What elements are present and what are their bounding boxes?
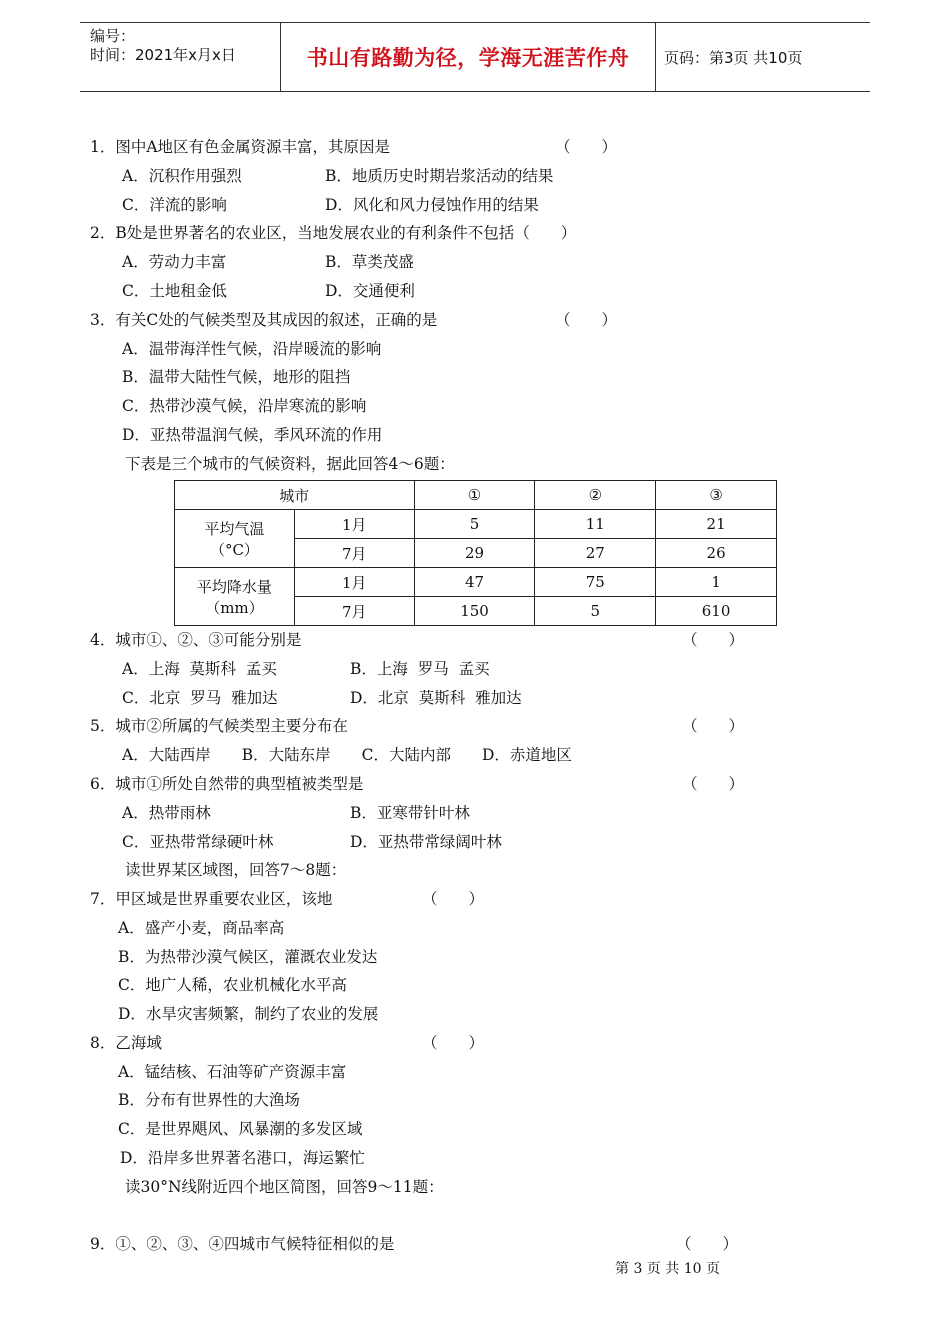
page-header [80, 22, 870, 92]
question-9-stem: 9．①、②、③、④四城市气候特征相似的是 [90, 1235, 395, 1253]
question-3-option-d: D．亚热带温润气候，季风环流的作用 [122, 426, 383, 444]
question-7-option-d: D．水旱灾害频繁，制约了农业的发展 [118, 1005, 379, 1023]
table-row [175, 568, 777, 597]
question-7-option-c: C．地广人稀，农业机械化水平高 [118, 976, 347, 994]
question-8-stem: 8．乙海域 [90, 1034, 162, 1052]
header-divider-left [280, 23, 281, 91]
month-label: 1月 [294, 568, 414, 597]
month-label: 7月 [294, 539, 414, 568]
question-6-option-a: A．热带雨林 [122, 804, 211, 822]
header-motto: 书山有路勤为径，学海无涯苦作舟 [306, 46, 630, 70]
question-5-answer-blank: （ ） [682, 717, 745, 735]
question-2-stem: 2．B处是世界著名的农业区，当地发展农业的有利条件不包括（ ） [90, 224, 577, 242]
question-4-stem: 4．城市①、②、③可能分别是 [90, 631, 302, 649]
header-page-info: 页码：第3页 共10页 [664, 48, 803, 67]
question-9-answer-blank: （ ） [676, 1235, 739, 1253]
table-cell: 11 [535, 510, 656, 539]
question-1-option-d: D．风化和风力侵蚀作用的结果 [325, 196, 539, 214]
question-1-option-c: C．洋流的影响 [122, 196, 227, 214]
question-3-stem: 3．有关C处的气候类型及其成因的叙述，正确的是 [90, 311, 438, 329]
precip-label: 平均降水量 [196, 577, 272, 596]
temp-label: 平均气温 [204, 519, 265, 538]
latitude-intro: 读30°N线附近四个地区简图，回答9～11题： [125, 1178, 444, 1196]
table-cell: 150 [414, 597, 535, 626]
question-3-answer-blank: （ ） [555, 311, 618, 329]
table-cell: 75 [535, 568, 656, 597]
question-1-option-b: B．地质历史时期岩浆活动的结果 [325, 167, 554, 185]
time-label: 时间：2021年x月x日 [90, 46, 236, 64]
month-label: 7月 [294, 597, 414, 626]
table-header-city-1: ① [414, 481, 535, 510]
question-2-option-a: A．劳动力丰富 [122, 253, 227, 271]
table-cell: 47 [414, 568, 535, 597]
question-3-option-b: B．温带大陆性气候，地形的阻挡 [122, 368, 351, 386]
table-cell: 5 [535, 597, 656, 626]
table-cell: 29 [414, 539, 535, 568]
precip-label-cell [175, 568, 295, 626]
question-1-stem: 1．图中A地区有色金属资源丰富，其原因是 [90, 138, 391, 156]
question-4-option-b: B．上海 罗马 孟买 [350, 660, 490, 678]
table-cell: 27 [535, 539, 656, 568]
table-cell: 610 [656, 597, 777, 626]
question-4-option-d: D．北京 莫斯科 雅加达 [350, 689, 522, 707]
table-cell: 26 [656, 539, 777, 568]
temp-label-cell [175, 510, 295, 568]
map-intro: 读世界某区域图，回答7～8题： [125, 861, 347, 879]
question-7-option-b: B．为热带沙漠气候区，灌溉农业发达 [118, 948, 378, 966]
question-5-options: A．大陆西岸 B．大陆东岸 C．大陆内部 D．赤道地区 [122, 746, 572, 764]
header-meta [90, 27, 280, 65]
header-divider-right [655, 23, 656, 91]
question-1-answer-blank: （ ） [555, 138, 618, 156]
question-8-answer-blank: （ ） [422, 1034, 485, 1052]
question-6-option-b: B．亚寒带针叶林 [350, 804, 470, 822]
question-2-option-d: D．交通便利 [325, 282, 415, 300]
month-label: 1月 [294, 510, 414, 539]
table-cell: 1 [656, 568, 777, 597]
question-8-option-d: D．沿岸多世界著名港口，海运繁忙 [120, 1149, 365, 1167]
table-cell: 21 [656, 510, 777, 539]
question-8-option-c: C．是世界飓风、风暴潮的多发区域 [118, 1120, 363, 1138]
question-4-answer-blank: （ ） [682, 631, 745, 649]
question-8-option-b: B．分布有世界性的大渔场 [118, 1091, 300, 1109]
question-7-stem: 7．甲区域是世界重要农业区，该地 [90, 890, 333, 908]
question-6-answer-blank: （ ） [682, 775, 745, 793]
table-row [175, 510, 777, 539]
table-header-row [175, 481, 777, 510]
question-6-option-d: D．亚热带常绿阔叶林 [350, 833, 502, 851]
question-3-option-c: C．热带沙漠气候，沿岸寒流的影响 [122, 397, 367, 415]
question-6-stem: 6．城市①所处自然带的典型植被类型是 [90, 775, 364, 793]
temp-unit: （°C） [209, 540, 259, 559]
table-header-city-3: ③ [656, 481, 777, 510]
page-footer: 第 3 页 共 10 页 [615, 1261, 720, 1277]
question-4-option-a: A．上海 莫斯科 孟买 [122, 660, 277, 678]
question-2-option-c: C．土地租金低 [122, 282, 227, 300]
question-7-option-a: A．盛产小麦，商品率高 [118, 919, 285, 937]
table-header-city-2: ② [535, 481, 656, 510]
climate-table [174, 480, 777, 626]
question-4-option-c: C．北京 罗马 雅加达 [122, 689, 278, 707]
question-3-option-a: A．温带海洋性气候，沿岸暖流的影响 [122, 340, 382, 358]
question-8-option-a: A．锰结核、石油等矿产资源丰富 [118, 1063, 347, 1081]
serial-label: 编号： [90, 27, 136, 45]
question-5-stem: 5．城市②所属的气候类型主要分布在 [90, 717, 348, 735]
table-intro: 下表是三个城市的气候资料，据此回答4～6题： [125, 455, 455, 473]
question-7-answer-blank: （ ） [422, 890, 485, 908]
table-header-city: 城市 [175, 481, 415, 510]
question-6-option-c: C．亚热带常绿硬叶林 [122, 833, 274, 851]
precip-unit: （mm） [205, 598, 264, 617]
question-1-option-a: A．沉积作用强烈 [122, 167, 242, 185]
table-cell: 5 [414, 510, 535, 539]
question-2-option-b: B．草类茂盛 [325, 253, 414, 271]
